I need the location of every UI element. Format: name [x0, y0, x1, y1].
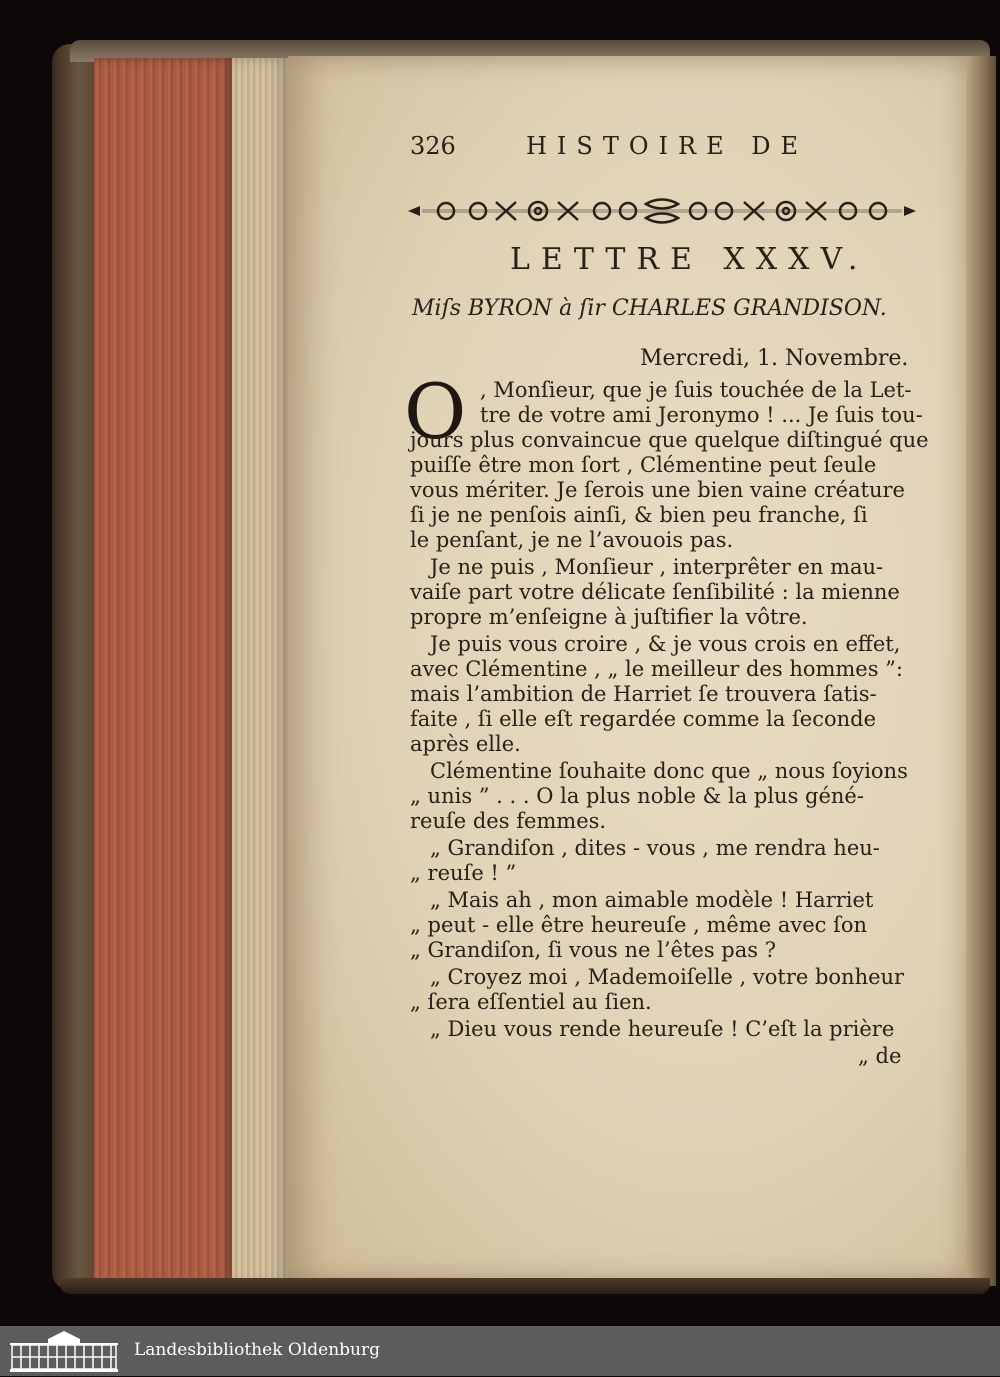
ornament-icon — [406, 198, 918, 224]
text-line: „ reuſe ! ” — [410, 861, 517, 885]
text-line: vous mériter. Je ſerois une bien vaine créature — [410, 478, 905, 502]
text-line: Clémentine ſouhaite donc que „ nous ſoyions — [430, 759, 908, 783]
library-footer — [0, 1326, 1000, 1376]
text-line: , Monſieur, que je ſuis touchée de la Let- — [480, 378, 912, 402]
text-line: avec Clémentine , „ le meilleur des hommes ”: — [410, 657, 903, 681]
page-leaf-stack — [232, 58, 290, 1286]
facing-page-edge — [966, 56, 996, 1286]
text-line: mais l’ambition de Harriet ſe trouvera ſatis- — [410, 682, 877, 706]
text-line: „ Dieu vous rende heureuſe ! C’eſt la prière — [430, 1017, 895, 1041]
text-line: jours plus convaincue que quelque diſtingué que — [410, 428, 929, 452]
text-line: Je ne puis , Monſieur , interprêter en mau- — [430, 555, 884, 579]
ornament-band — [406, 198, 918, 224]
text-line: „ Mais ah , mon aimable modèle ! Harriet — [430, 888, 874, 912]
library-building-icon — [8, 1329, 120, 1373]
text-line: „ ſera eſſentiel au ſien. — [410, 990, 652, 1014]
text-line: faite , ſi elle eſt regardée comme la ſeconde — [410, 707, 877, 731]
text-line: tre de votre ami Jeronymo ! ... Je ſuis tou- — [480, 403, 923, 427]
catchword: „ de — [858, 1044, 902, 1068]
text-line: „ peut - elle être heureuſe , même avec ſon — [410, 913, 868, 937]
letter-title: LETTRE XXXV. — [510, 242, 869, 277]
text-line: puiſſe être mon ſort , Clémentine peut ſeule — [410, 453, 877, 477]
letter-dateline: Mercredi, 1. Novembre. — [640, 346, 909, 371]
page-number: 326 — [410, 132, 456, 160]
text-line: „ Croyez moi , Mademoiſelle , votre bonheur — [430, 965, 905, 989]
library-building-icon-svg — [8, 1329, 120, 1373]
book-cover-bottom-edge — [60, 1278, 990, 1294]
running-head: HISTOIRE DE — [526, 132, 808, 160]
text-line: Je puis vous croire , & je vous crois en effet, — [430, 632, 901, 656]
text-line: „ Grandiſon, ſi vous ne l’êtes pas ? — [410, 938, 776, 962]
text-line: propre m’enſeigne à juſtifier la vôtre. — [410, 605, 808, 629]
text-line: le penſant, je ne l’avouois pas. — [410, 528, 734, 552]
text-line: „ Grandiſon , dites - vous , me rendra heu- — [430, 836, 880, 860]
text-line: ſi je ne penſois ainſi, & bien peu franche, ſi — [410, 503, 868, 527]
text-line: vaiſe part votre délicate ſenſibilité : la mienne — [410, 580, 900, 604]
library-name: Landesbibliothek Oldenburg — [134, 1340, 381, 1360]
text-line: reuſe des femmes. — [410, 809, 607, 833]
text-line: „ unis ” . . . O la plus noble & la plus géné- — [410, 784, 864, 808]
text-line: après elle. — [410, 732, 521, 756]
red-page-edges — [94, 58, 234, 1288]
letter-address: Miſs BYRON à ſir CHARLES GRANDISON. — [412, 296, 887, 321]
drop-cap: O — [404, 367, 467, 456]
